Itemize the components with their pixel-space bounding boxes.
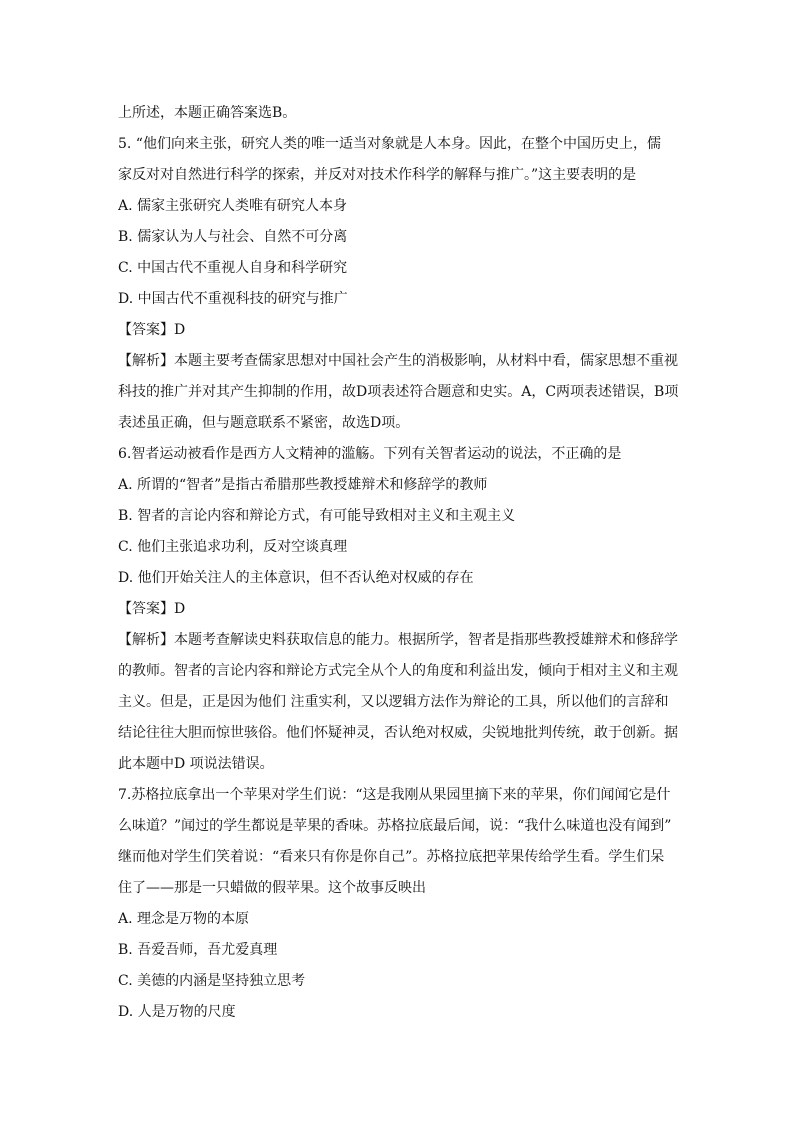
question-6-explanation-line: 主义。但是，正是因为他们 注重实利，又以逻辑方法作为辩论的工具，所以他们的言辞和 [118, 694, 669, 710]
question-5-option-a: A. 儒家主张研究人类唯有研究人本身 [118, 198, 348, 214]
question-7-option-d: D. 人是万物的尺度 [118, 1004, 236, 1020]
question-7-stem-continued: 住了——那是一只蜡做的假苹果。这个故事反映出 [118, 880, 426, 896]
question-5-option-c: C. 中国古代不重视人自身和科学研究 [118, 260, 348, 276]
question-5-explanation: 【解析】本题主要考查儒家思想对中国社会产生的消极影响，从材料中看，儒家思想不重视 [118, 353, 678, 369]
text-line: 上所述，本题正确答案选B。 [118, 105, 297, 121]
question-5-stem: 5. “他们向来主张，研究人类的唯一适当对象就是人本身。因此，在整个中国历史上，儒 [118, 136, 661, 152]
question-7-option-c: C. 美德的内涵是坚持独立思考 [118, 973, 306, 989]
question-6-option-c: C. 他们主张追求功利，反对空谈真理 [118, 539, 348, 555]
question-5-option-b: B. 儒家认为人与社会、自然不可分离 [118, 229, 348, 245]
question-6-option-a: A. 所谓的“智者”是指古希腊那些教授雄辩术和修辞学的教师 [118, 477, 488, 493]
question-6-stem: 6.智者运动被看作是西方人文精神的滥觞。下列有关智者运动的说法，不正确的是 [118, 446, 622, 462]
question-5-option-d: D. 中国古代不重视科技的研究与推广 [118, 291, 348, 307]
question-6-explanation: 【解析】本题考查解读史料获取信息的能力。根据所学，智者是指那些教授雄辩术和修辞学 [118, 632, 678, 648]
question-5-answer: 【答案】D [118, 322, 186, 338]
question-7-stem-continued: 继而他对学生们笑着说：“看来只有你是你自己”。苏格拉底把苹果传给学生看。学生们呆 [118, 849, 665, 865]
question-6-explanation-line: 的教师。智者的言论内容和辩论方式完全从个人的角度和利益出发，倾向于相对主义和主观 [118, 663, 678, 679]
question-7-stem-continued: 么味道？”闻过的学生都说是苹果的香味。苏格拉底最后闻，说：“我什么味道也没有闻到” [118, 818, 672, 834]
question-6-answer: 【答案】D [118, 601, 186, 617]
question-6-explanation-line: 此本题中D 项说法错误。 [118, 756, 274, 772]
question-5-explanation-line: 表述虽正确，但与题意联系不紧密，故选D项。 [118, 415, 410, 431]
question-5-explanation-line: 科技的推广并对其产生抑制的作用，故D项表述符合题意和史实。A，C两项表述错误，B项 [118, 384, 678, 400]
question-7-stem: 7.苏格拉底拿出一个苹果对学生们说：“这是我刚从果园里摘下来的苹果，你们闻闻它是什 [118, 787, 671, 803]
question-5-stem-continued: 家反对对自然进行科学的探索，并反对对技术作科学的解释与推广。”这主要表明的是 [118, 167, 637, 183]
question-6-option-d: D. 他们开始关注人的主体意识，但不否认绝对权威的存在 [118, 570, 474, 586]
question-7-option-b: B. 吾爱吾师，吾尤爱真理 [118, 942, 278, 958]
question-6-explanation-line: 结论往往大胆而惊世骇俗。他们怀疑神灵，否认绝对权威，尖锐地批判传统，敢于创新。据 [118, 725, 678, 741]
document-body [118, 98, 678, 1028]
question-7-option-a: A. 理念是万物的本原 [118, 911, 250, 927]
question-6-option-b: B. 智者的言论内容和辩论方式，有可能导致相对主义和主观主义 [118, 508, 516, 524]
